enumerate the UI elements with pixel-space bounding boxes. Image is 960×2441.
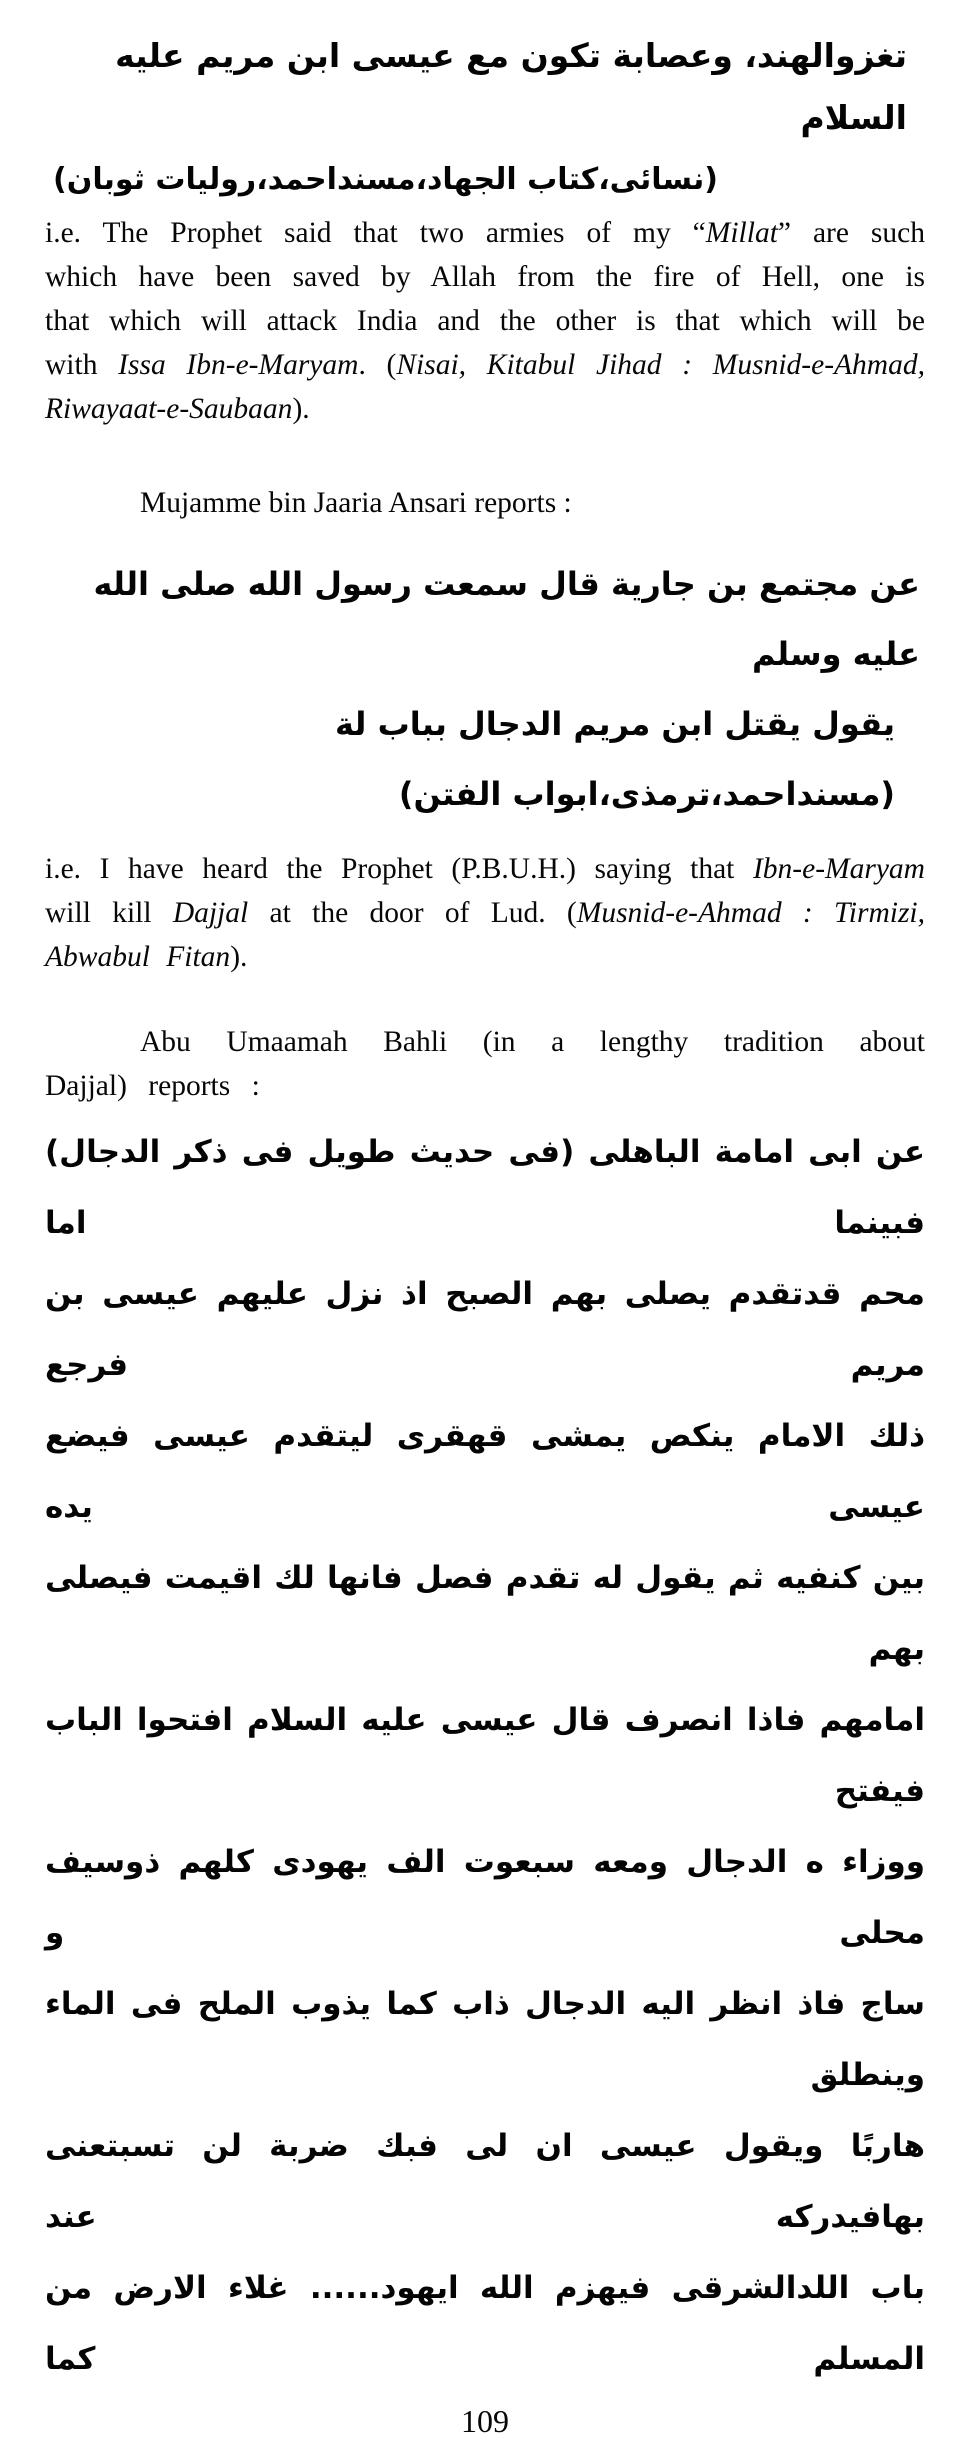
text-segment: . ( bbox=[358, 349, 397, 381]
reporter-heading-2: Abu Umaamah Bahli (in a lengthy tradition about Dajjal) reports : bbox=[45, 1026, 925, 1102]
arabic-hadith-2-line-2: يقول يقتل ابن مريم الدجال بباب لة (مسنداحمد،ترمذى،ابواب الفتن) bbox=[335, 705, 895, 813]
arabic-passage-line: ذلك الامام ينكص يمشى قهقرى ليتقدم عيسى فيضع عيسى يده bbox=[45, 1418, 925, 1525]
italic-text-segment: Dajjal bbox=[172, 897, 249, 929]
arabic-hadith-1-citation: (نسائى،كتاب الجهاد،مسنداحمد،روليات ثوبان) bbox=[53, 162, 718, 197]
arabic-passage-line: بين كنفيه ثم يقول له تقدم فصل فانها لك اقيمت فيصلى بهم bbox=[45, 1560, 925, 1667]
text-segment: at the door of Lud. ( bbox=[248, 897, 577, 929]
arabic-passage-line: باب اللدالشرقى فيهزم الله ايهود...... غلاء الارض من المسلم كما bbox=[45, 2270, 925, 2377]
italic-text-segment: Nisai, Kitabul Jihad : Musnid-e-Ahmad, Riwayaat-e-Saubaan bbox=[45, 349, 925, 425]
italic-text-segment: Ibn-e-Maryam bbox=[752, 853, 925, 885]
arabic-hadith-1-text: تغزوالهند، وعصابة تكون مع عيسى ابن مريم عليه السلام bbox=[115, 36, 907, 137]
arabic-passage-line: امامهم فاذا انصرف قال عيسى عليه السلام افتحوا الباب فيفتح bbox=[45, 1702, 925, 1809]
arabic-passage-line: محم قدتقدم يصلى بهم الصبح اذ نزل عليهم عيسى بن مريم فرجع bbox=[45, 1276, 925, 1383]
translation-1-paragraph bbox=[45, 211, 925, 431]
italic-text-segment: Issa Ibn-e-Maryam bbox=[118, 349, 359, 381]
arabic-passage-line: ووزاء ه الدجال ومعه سبعوت الف يهودى كلهم ذوسيف محلى و bbox=[45, 1844, 925, 1951]
text-segment: will kill bbox=[45, 897, 173, 929]
reporter-heading-1: Mujamme bin Jaaria Ansari reports : bbox=[140, 487, 572, 519]
arabic-hadith-2-line-1: عن مجتمع بن جارية قال سمعت رسول الله صلى الله عليه وسلم bbox=[93, 565, 920, 673]
text-segment: i.e. The Prophet said that two armies of my “ bbox=[45, 217, 706, 249]
page-number: 109 bbox=[461, 2403, 509, 2439]
text-segment: i.e. I have heard the Prophet (P.B.U.H.) saying that bbox=[45, 853, 753, 885]
arabic-hadith-3-passage bbox=[45, 1117, 925, 2395]
italic-text-segment: Millat bbox=[705, 217, 778, 249]
text-segment: ). bbox=[292, 393, 310, 425]
arabic-passage-line: عن ابى امامة الباهلى (فى حديث طويل فى ذكر الدجال) فبينما اما bbox=[45, 1134, 925, 1241]
arabic-passage-line: ساج فاذ انظر اليه الدجال ذاب كما يذوب الملح فى الماء وينطلق bbox=[45, 1986, 925, 2093]
text-segment: ). bbox=[230, 941, 248, 973]
text-segment: ” are such which have been saved by Allah from the fire of Hell, one is that which will attack India and the other is that which will be with bbox=[45, 217, 925, 381]
italic-text-segment: Musnid-e-Ahmad : Tirmizi, Abwabul Fitan bbox=[45, 897, 925, 973]
arabic-passage-line: هاربًا ويقول عيسى ان لى فبك ضربة لن تسبتعنى بهافيدركه عند bbox=[45, 2128, 925, 2235]
translation-2-paragraph bbox=[45, 847, 925, 979]
